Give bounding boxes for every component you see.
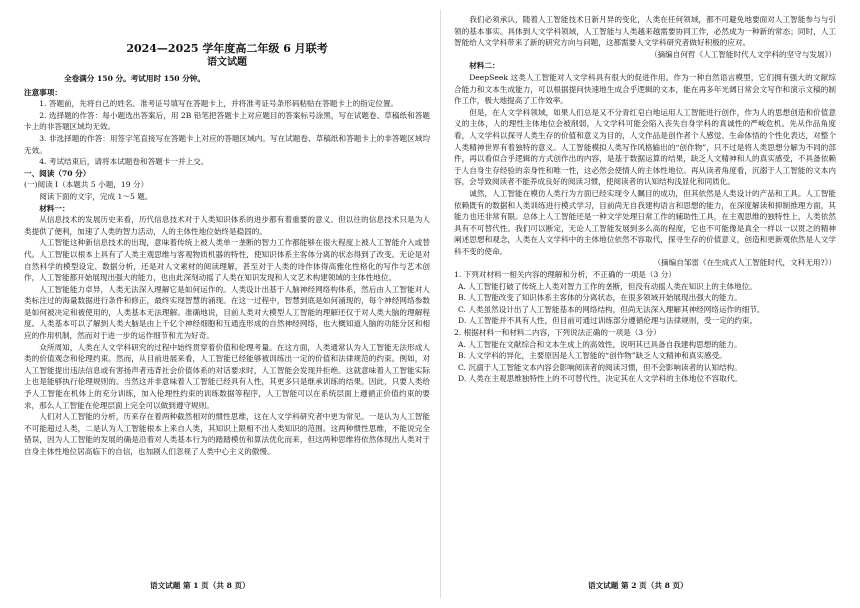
material2-heading: 材料二： xyxy=(469,61,500,71)
page-footer-right: 语文试题 第 2 页（共 8 页） xyxy=(588,581,688,590)
question-stem: 1. 下列对材料一相关内容的理解和分析，不正确的一项是（3 分） xyxy=(454,270,676,280)
material1-paragraph: 人工智能这种新信息技术的出现，意味着传统上被人类单一垄断的智力工作都能够在很大程度上被人工智能介入或替代。人工智能以根本上具有了人类主观思维与客观物质机器的特性，使知识体系主客体分离的状态得到了改变。无论是对自然科学的模型设定、数据分析，还是对人文素材的阅读理解，甚至对于人类的诗作体得高雅化性格化的写作与艺术创作，人工智能都开始展现出强大的能力，也由此深刻动摇了人类在知识发现和人文艺术构建领域的主体性地位。 xyxy=(24,238,430,283)
answer-option: D. 人类在主观思维独特性上的不可替代性，决定其在人文学科的主体地位不容取代。 xyxy=(458,374,743,384)
score-line: 全卷满分 150 分。考试用时 150 分钟。 xyxy=(64,74,205,83)
page-footer-left: 语文试题 第 1 页（共 8 页） xyxy=(150,581,250,590)
material1-paragraph: 我们必须承认，随着人工智能技术日新月异的变化，人类在任何领域，都不可避免地要面对人工智能参与与引领的基本事实。具体到人文学科领域，人工智能与人类越来越需要协同工作，必然成为一种新的常态；同时，人工智能给人文学科带来了新的研究方向与问题，这都需要人文学科研究者做好积极的应对。 xyxy=(454,15,836,48)
material2-paragraph: DeepSeek 这类人工智能对人文学科具有很大的促进作用。作为一种自然语言模型，它们拥有强大的文献综合能力和文本生成能力，可以根据提问快速地生成合乎逻辑的文本，能在再多年光阔日常会文写作和演示文稿的制作工作，极大地提高了工作效率。 xyxy=(454,72,836,106)
answer-option: B. 人工智能改变了知识体系主客体的分离状态，在很多领域开始展现出强大的能力。 xyxy=(458,293,742,303)
instruction: 阅读下面的文字，完成 1～5 题。 xyxy=(39,191,153,201)
answer-option: C. 沉溺于人工智能文本内容会影响阅读者的阅读习惯，但不会影响读者的认知结构。 xyxy=(458,362,742,372)
subsection-heading: (一)阅读 I（本题共 5 小题，19 分） xyxy=(24,180,149,190)
note-item: 1. 答题前，先将自己的姓名、准考证号填写在答题卡上，并将准考证号条形码粘贴在答题卡上的指定位置。 xyxy=(39,99,399,109)
note-item: 2. 选择题的作答：每小题选出答案后，用 2B 铅笔把答题卡上对应题目的答案标号涂黑，写在试题卷、草稿纸和答题卡上的非答题区域均无效。 xyxy=(24,110,430,132)
note-item: 4. 考试结束后，请将本试题卷和答题卡一并上交。 xyxy=(39,157,209,167)
answer-option: D. 人工智能并不具有人性，但目前可通过训练部分遵循伦理与法律规则，受一定的约束。 xyxy=(458,316,758,326)
material1-heading: 材料一： xyxy=(39,203,70,213)
material1-paragraph: 从信息技术的发展历史来看，历代信息技术对于人类知识体系的进步都有着重要的意义。但以往的信息技术只是为人类提供了便利，加速了人类的智力活动，人的主体性地位始终是稳固的。 xyxy=(24,215,430,236)
exam-subtitle: 语文试题 xyxy=(207,57,247,68)
right-column xyxy=(454,14,836,385)
notes-heading: 注意事项： xyxy=(24,87,62,97)
material2-paragraph: 诚然，人工智能在模仿人类行为方面已经实现令人瞩目的成功，但其依然是人类设计的产品和工具。人工智能依赖既有的数据和人类训练进行模式学习，目前尚无自我建构语言和思想的能力，在深度解读和抑制推理方面，其能力也还非常有限。总体上人工智能还是一种文学处理日常工作的辅助性工具，在主观思维的独特性上，人类依然具有不可替代性。我们可以断定，无论人工智能发展到多么高的程度，它也不可能像是真全一样以一以贯之的精神阐述思想和观念，人类在人文学科中的主体地位依然不容取代，探寻生存的价值意义，创造和更新观依然是人文学科不变的使命。 xyxy=(454,188,836,256)
material2-paragraph: 但是，在人文学科领域，如果人们总是又不分青红皂白地运用人工智能进行创作，作为人的思想创造和价值意义的主体，人的理性主体地位会被削弱，人文学科可能会陷入丧失自身学科的真诚性的严峻危机。先从作品角度看，人文学科以探寻人类生存的价值和意义为目的，人文作品是创作者个人感觉、生命体悟的个性化表达，对整个人类精神世界有着独特的意义。人工智能模拟人类写作风格输出的“创作物”，只不过是将人类思想分解为不同的部件，再以看似合乎逻辑的方式创作出的内容，是基于数据运算的结果，缺乏人文精神和人的真实感受，不具备依赖于人自身生存经验的亲身性和唯一性，这必然会使情人的主体性地位。再从读者角度看，沉溺于人工智能的文本内容，会导致阅读者不能养成良好的阅读习惯，使阅读者的认知结构浅显化和同质化。 xyxy=(454,107,836,187)
material1-paragraph: 众所周知，人类在人文学科研究的过程中始终贯穿着价值和伦理考量。在这方面，人类通常认为人工智能无法形成人类的价值观念和伦理约束。然而，从目前进展来看，人工智能已经能够被训练出一定的价值和法律规范的约束。例如，对人工智能提出违法信息或有害扬声者违背社会价值体系的对话要求时，人工智能会发现并拒绝。这就意味着人工智能实际上也是能够执行伦理规则的。当然这并非意味着人工智能已经具有人性，其更多只是继承训练的结果。因此，只要人类给予人工智能在机体上的充分训练，加入伦理性约束的训练数据等程序，人工智能可以在系统层面上遵循正价值约束的要求，那么人工智能在伦理层面上完全可以做到遵守规则。 xyxy=(24,342,430,410)
left-column xyxy=(24,14,430,458)
section-heading: 一、阅读（70 分） xyxy=(24,168,91,178)
material2-source: （摘编自邹雷《在生成式人工智能时代，文科无用?》） xyxy=(653,258,836,268)
page-divider xyxy=(440,10,441,598)
answer-option: B. 人文学科的异化，主要原因是人工智能的“创作物”缺乏人文精神和真实感受。 xyxy=(458,351,727,361)
exam-title: 2024—2025 学年度高二年级 6 月联考 xyxy=(126,42,328,55)
answer-option: A. 人工智能在文献综合和文本生成上的高效性，说明其已具备自我建构思想的能力。 xyxy=(458,339,742,349)
material1-paragraph: 人工智能能力卓异，人类无法深入理解它是如何运作的。人类设计出基于人脑神经网络构体系，然后由人工智能对人类标注过的海量数据进行条件和修正，最终实现智慧的涌现。在这一过程中，智慧到底是如何涌现的，每个神经网络参数是如何被决定和被使用的，人类基本无法理解。准确地说，目前人类对大模型人工智能的理解还仅于对人类大脑的理解程度。人类基本可以了解到人类大脑是由上千亿个神经细胞和互通连形成的自然神经网络，也大概知道人脑的功能分区和相应的作用机制，然而对于进一步的运作细节和尤为好奇。 xyxy=(24,284,430,341)
note-item: 3. 非选择题的作答：用签字笔直接写在答题卡上对应的答题区域内。写在试题卷、草稿纸和答题卡上的非答题区域均无效。 xyxy=(24,133,430,155)
material1-source: （摘编自何哲《人工智能时代人文学科的坚守与发展》） xyxy=(649,49,836,59)
question-stem: 2. 根据材料一和材料二内容，下列说法正确的一项是（3 分） xyxy=(454,328,661,338)
material1-paragraph: 人们对人工智能的分析，历来存在着两种截然相对的惯性思维，这在人文学科研究者中更为常见。一是认为人工智能不可能超过人类，二是认为人工智能根本上来自人类，其知识上限相不出人类知识的范围。这两种惯性思维，不能说完全错误，因为人工智能的发展的确是沿着对人类基本行为的踏踏模仿和算法优化而来，但这两种思维将依然体现出人类对于自身主体性地位居高临下的自信，也加剧人们忽视了人类中心主义的傲慢。 xyxy=(24,412,430,456)
answer-option: C. 人类虽然设计出了人工智能基本的网络结构，但尚无法深入理解其神经网络运作的细节。 xyxy=(458,304,765,314)
answer-option: A. 人工智能打破了传统上人类对智力工作的垄断，但没有动摇人类在知识上的主体地位。 xyxy=(458,281,757,291)
